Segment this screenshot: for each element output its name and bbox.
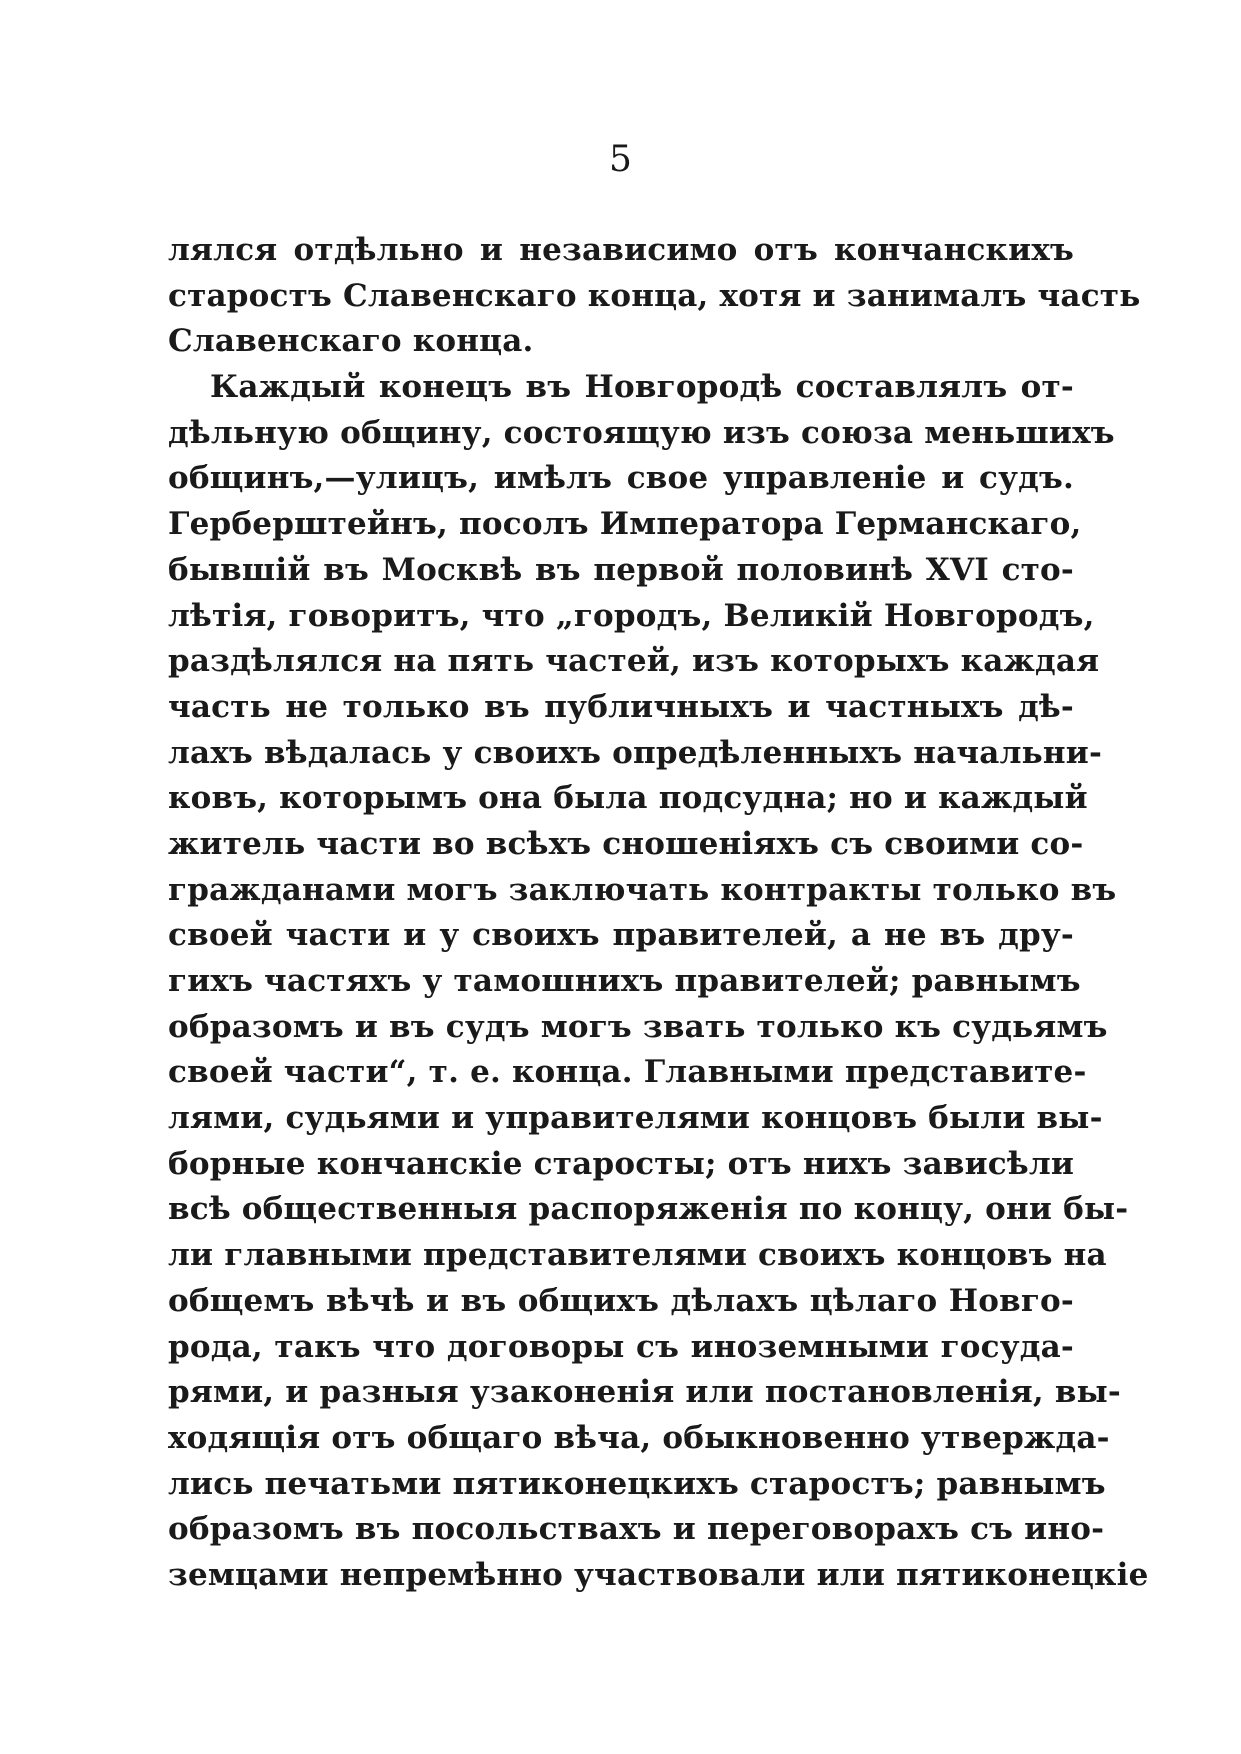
text-line: лями, судьями и управителями концовъ были вы- [168, 1100, 1103, 1137]
text-line: ли главными представителями своихъ концовъ на [168, 1237, 1107, 1274]
text-line: лахъ вѣдалась у своихъ опредѣленныхъ начальни- [168, 734, 1103, 771]
text-line: Герберштейнъ, посолъ Императора Германскаго, [168, 506, 1082, 543]
text-line: старостъ Славенскаго конца, хотя и занималъ часть [168, 277, 1141, 314]
text-line: дѣльную общину, состоящую изъ союза меньшихъ [168, 414, 1115, 451]
page-number: 5 [609, 139, 632, 180]
text-line: общинъ,—улицъ, имѣлъ свое управленіе и судъ. [168, 460, 1074, 497]
text-line: всѣ общественныя распоряженія по концу, они бы- [168, 1191, 1129, 1228]
text-line: бывшій въ Москвѣ въ первой половинѣ XVI сто- [168, 551, 1074, 588]
text-line: борные кончанскіе старосты; отъ нихъ зависѣли [168, 1145, 1075, 1182]
body-text [168, 228, 1149, 1599]
text-line: ходящія отъ общаго вѣча, обыкновенно утвержда- [168, 1419, 1110, 1456]
text-line: образомъ въ посольствахъ и переговорахъ съ ино- [168, 1511, 1105, 1548]
text-line: житель части во всѣхъ сношеніяхъ съ своими со- [168, 825, 1084, 862]
text-line-paragraph-start: Каждый конецъ въ Новгородѣ составлялъ от- [210, 369, 1074, 406]
text-line: лялся отдѣльно и независимо отъ кончанскихъ [168, 232, 1074, 268]
text-line: гражданами могъ заключать контракты только въ [168, 871, 1117, 908]
text-line: гихъ частяхъ у тамошнихъ правителей; равнымъ [168, 963, 1081, 999]
text-line: раздѣлялся на пять частей, изъ которыхъ каждая [168, 643, 1100, 680]
text-line: лѣтія, говоритъ, что „городъ, Великій Новгородъ, [168, 597, 1095, 634]
text-line: земцами непремѣнно участвовали или пятиконецкіе [168, 1556, 1149, 1593]
text-line: лись печатьми пятиконецкихъ старостъ; равнымъ [168, 1465, 1106, 1502]
text-line: своей части“, т. е. конца. Главными представите- [168, 1054, 1087, 1091]
text-line: образомъ и въ судъ могъ звать только къ судьямъ [168, 1008, 1108, 1045]
text-line: часть не только въ публичныхъ и частныхъ дѣ- [168, 688, 1074, 725]
text-line: Славенскаго конца. [168, 323, 534, 360]
text-line: своей части и у своихъ правителей, а не въ дру- [168, 917, 1074, 954]
text-line: рода, такъ что договоры съ иноземными госуда- [168, 1328, 1074, 1365]
text-line: ковъ, которымъ она была подсудна; но и каждый [168, 780, 1088, 817]
text-line: рями, и разныя узаконенія или постановленія, вы- [168, 1374, 1121, 1411]
text-line: общемъ вѣчѣ и въ общихъ дѣлахъ цѣлаго Новго- [168, 1282, 1074, 1319]
